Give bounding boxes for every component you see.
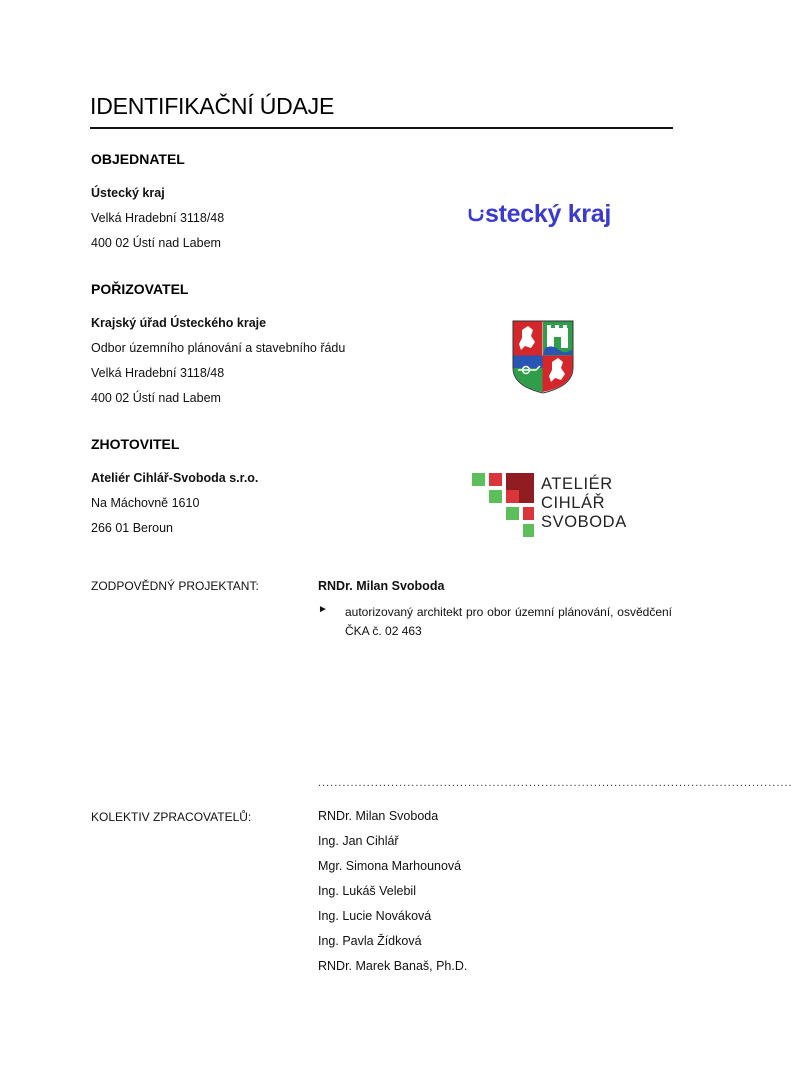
kolektiv-label: KOLEKTIV ZPRACOVATELŮ: [91, 810, 252, 824]
title-divider [90, 127, 673, 129]
kolektiv-member: Ing. Lucie Nováková [318, 909, 432, 923]
atelier-logo-text [541, 475, 627, 532]
atelier-logo-line-1: ATELIÉR [541, 475, 613, 493]
kolektiv-member: Ing. Pavla Žídková [318, 934, 422, 948]
ustecky-kraj-logo-text: stecký kraj [485, 200, 611, 228]
bullet-arrow-icon: ► [318, 604, 328, 615]
porizovatel-heading: POŘIZOVATEL [91, 281, 189, 297]
atelier-logo-line-2: CIHLÁŘ [541, 494, 606, 512]
objednatel-name: Ústecký kraj [91, 186, 165, 200]
zhotovitel-name: Ateliér Cihlář-Svoboda s.r.o. [91, 471, 259, 485]
kolektiv-member: Ing. Lukáš Velebil [318, 884, 416, 898]
objednatel-city: 400 02 Ústí nad Labem [91, 236, 221, 250]
zhotovitel-heading: ZHOTOVITEL [91, 436, 180, 452]
atelier-logo-line-3: SVOBODA [541, 513, 627, 531]
projektant-name: RNDr. Milan Svoboda [318, 579, 445, 593]
objednatel-street: Velká Hradební 3118/48 [91, 211, 225, 225]
signature-line: ..................................................................................................................... [318, 777, 793, 789]
porizovatel-name: Krajský úřad Ústeckého kraje [91, 316, 267, 330]
coat-of-arms-icon [512, 320, 574, 394]
ustecky-kraj-mark-icon [468, 209, 484, 221]
page-title: IDENTIFIKAČNÍ ÚDAJE [90, 93, 335, 119]
zhotovitel-city: 266 01 Beroun [91, 521, 174, 535]
zhotovitel-street: Na Máchovně 1610 [91, 496, 200, 510]
porizovatel-street: Velká Hradební 3118/48 [91, 366, 225, 380]
kolektiv-member: RNDr. Milan Svoboda [318, 809, 439, 823]
projektant-note: autorizovaný architekt pro obor územní plánování, osvědčení ČKA č. 02 463 [345, 605, 672, 638]
objednatel-heading: OBJEDNATEL [91, 151, 185, 167]
kolektiv-member: Mgr. Simona Marhounová [318, 859, 462, 873]
porizovatel-department: Odbor územního plánování a stavebního řádu [91, 341, 346, 355]
porizovatel-city: 400 02 Ústí nad Labem [91, 391, 221, 405]
ustecky-kraj-logo [468, 200, 611, 229]
kolektiv-member: RNDr. Marek Banaš, Ph.D. [318, 959, 468, 973]
projektant-label: ZODPOVĚDNÝ PROJEKTANT: [91, 579, 259, 593]
atelier-logo-grid-icon [472, 473, 534, 537]
kolektiv-member: Ing. Jan Cihlář [318, 834, 399, 848]
